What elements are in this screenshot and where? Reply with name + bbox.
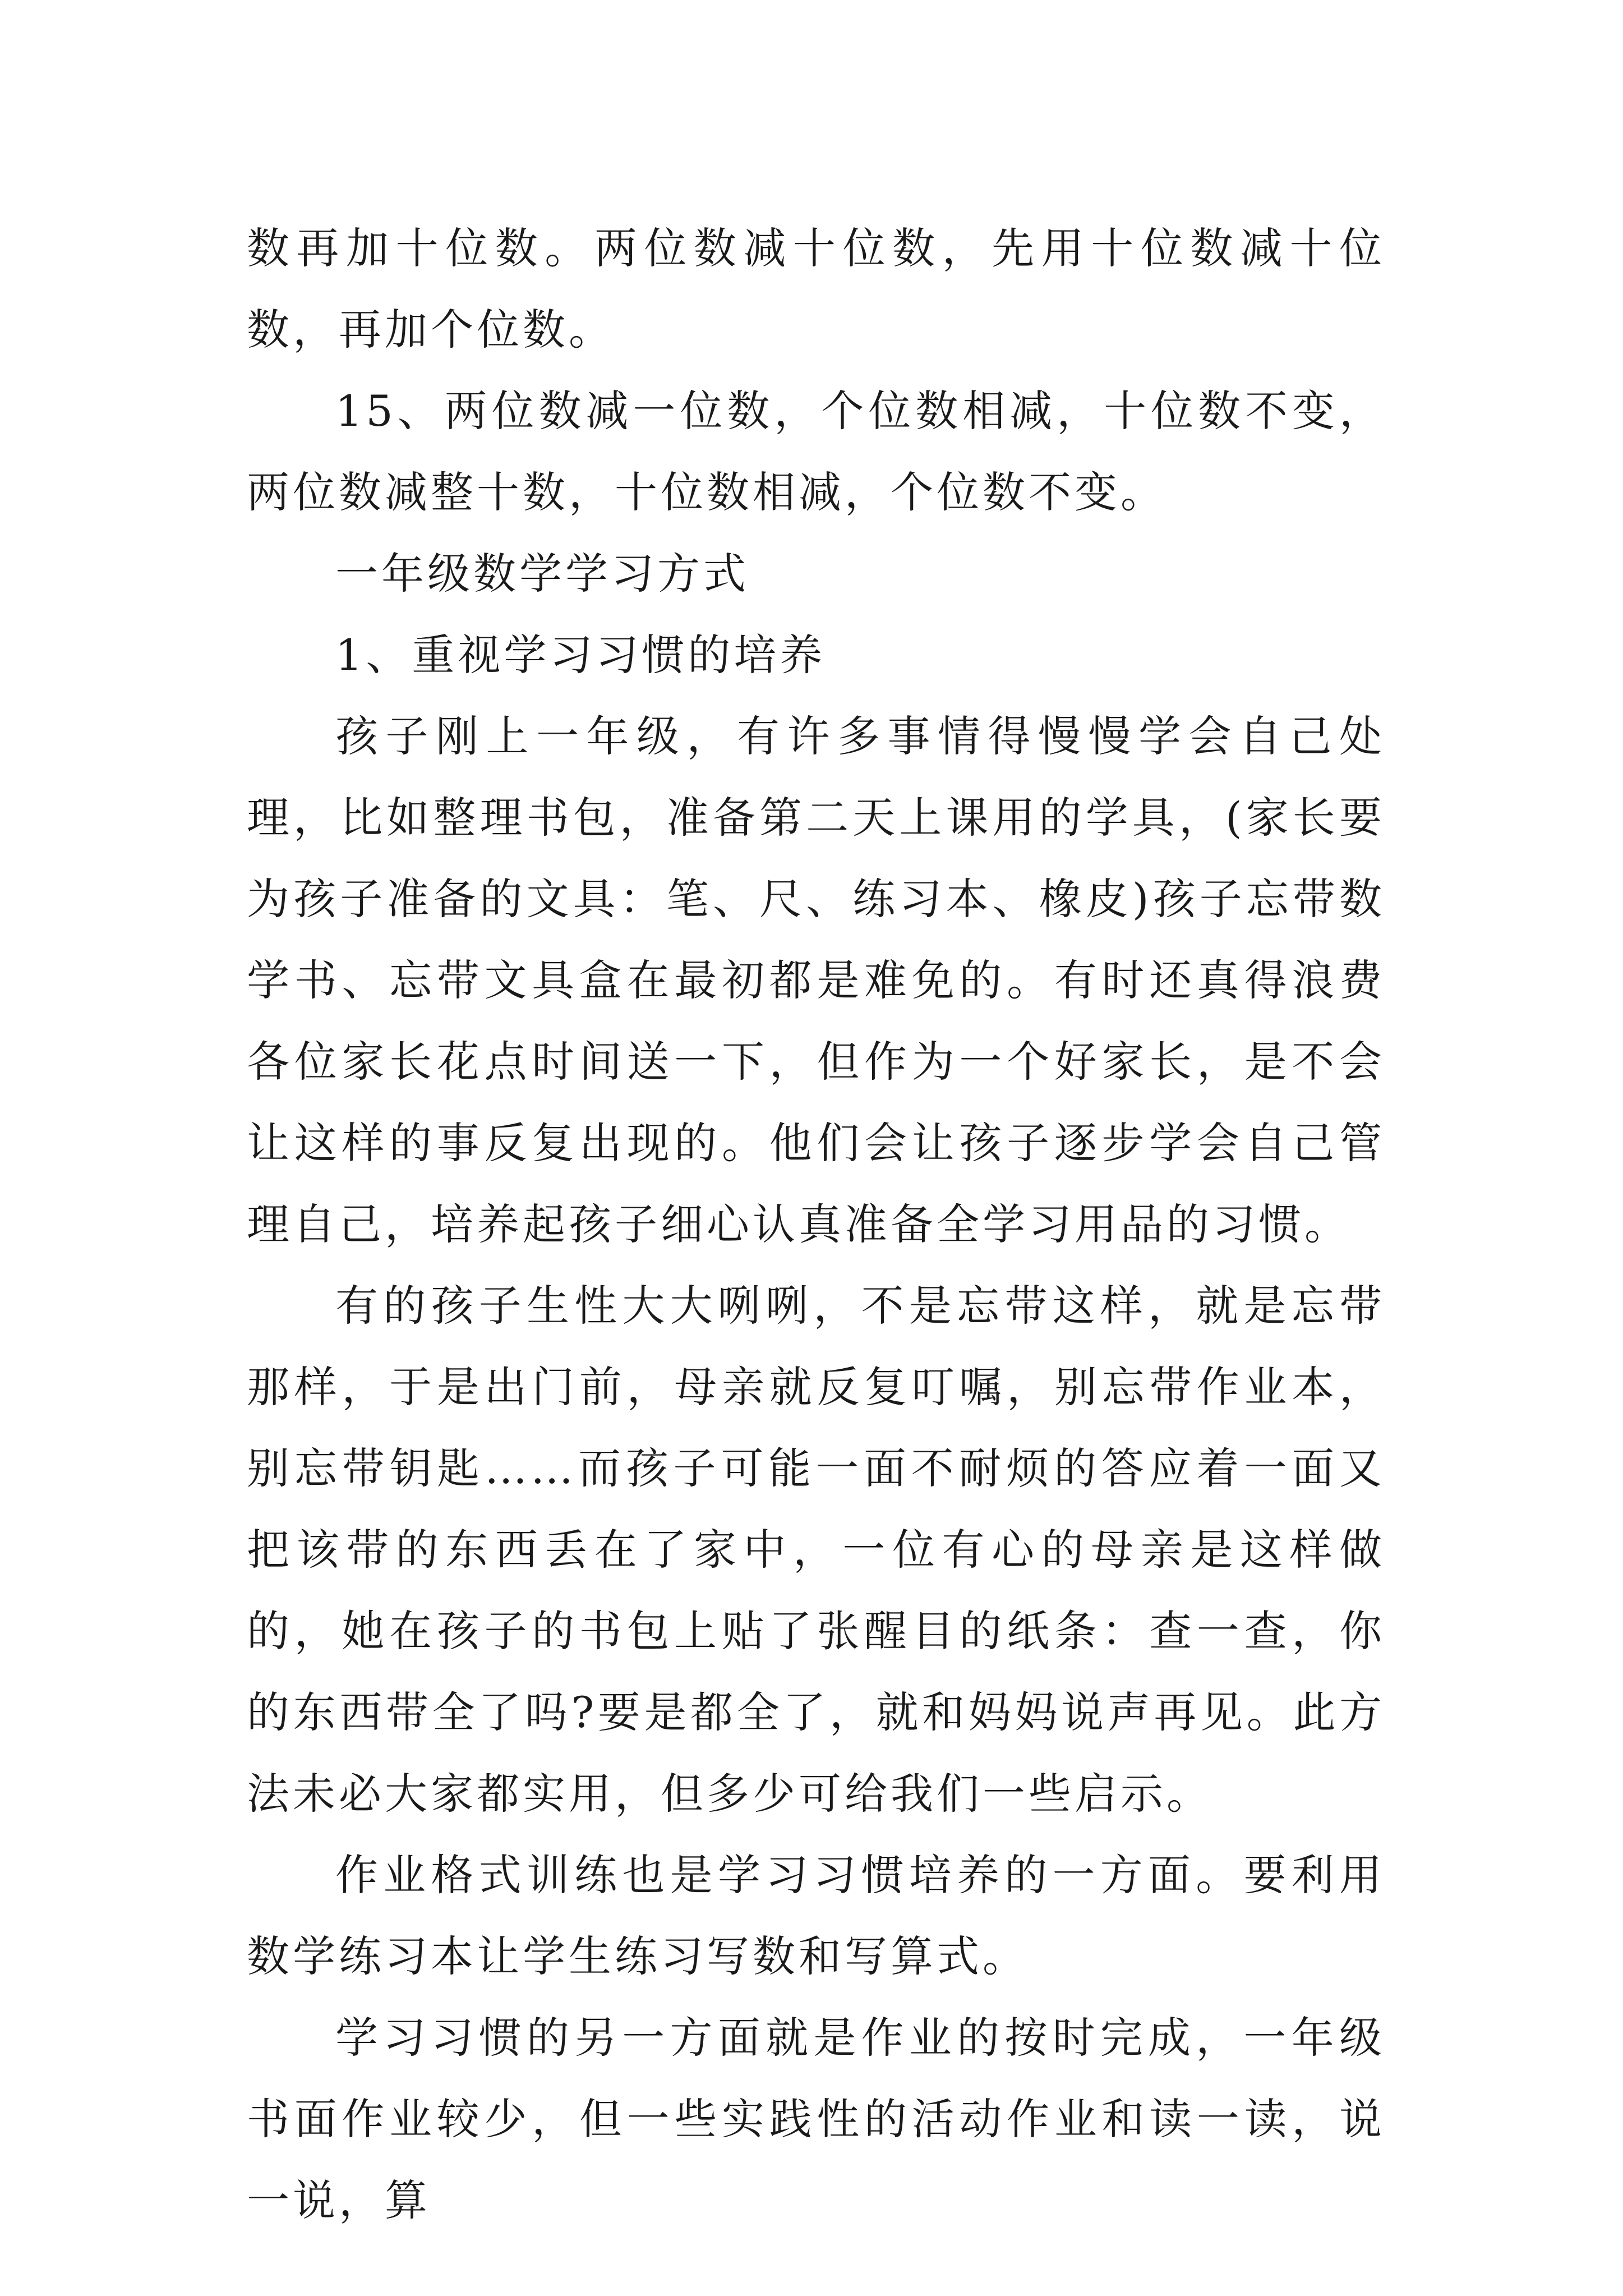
paragraph-body: 有的孩子生性大大咧咧，不是忘带这样，就是忘带那样，于是出门前，母亲就反复叮嘱，别忘带作业本，别忘带钥匙……而孩子可能一面不耐烦的答应着一面又把该带的东西丢在了家中，一位有心的母亲是这样做的，她在孩子的书包上贴了张醒目的纸条：查一查，你的东西带全了吗?要是都全了，就和妈妈说声再见。此方法未必大家都实用，但多少可给我们一些启示。 [247, 1281, 1385, 1819]
paragraph-body: 孩子刚上一年级，有许多事情得慢慢学会自己处理，比如整理书包，准备第二天上课用的学具，(家长要为孩子准备的文具：笔、尺、练习本、橡皮)孩子忘带数学书、忘带文具盒在最初都是难免的。有时还真得浪费各位家长花点时间送一下，但作为一个好家长，是不会让这样的事反复出现的。他们会让孩子逐步学会自己管理自己，培养起孩子细心认真准备全学习用品的习惯。 [247, 711, 1385, 1249]
section-heading: 一年级数学学习方式 [335, 549, 749, 599]
paragraph-body: 学习习惯的另一方面就是作业的按时完成，一年级书面作业较少，但一些实践性的活动作业和读一读，说一说，算 [247, 2013, 1385, 2225]
paragraph-continuation: 数再加十位数。两位数减十位数，先用十位数减十位数，再加个位数。 [247, 223, 1385, 355]
paragraph-rule-15: 15、两位数减一位数，个位数相减，十位数不变，两位数减整十数，十位数相减，个位数不变。 [247, 386, 1385, 517]
paragraph-body: 作业格式训练也是学习习惯培养的一方面。要利用数学练习本让学生练习写数和写算式。 [247, 1850, 1385, 1981]
document-body [247, 208, 1385, 2241]
subsection-heading: 1、重视学习习惯的培养 [335, 630, 826, 680]
